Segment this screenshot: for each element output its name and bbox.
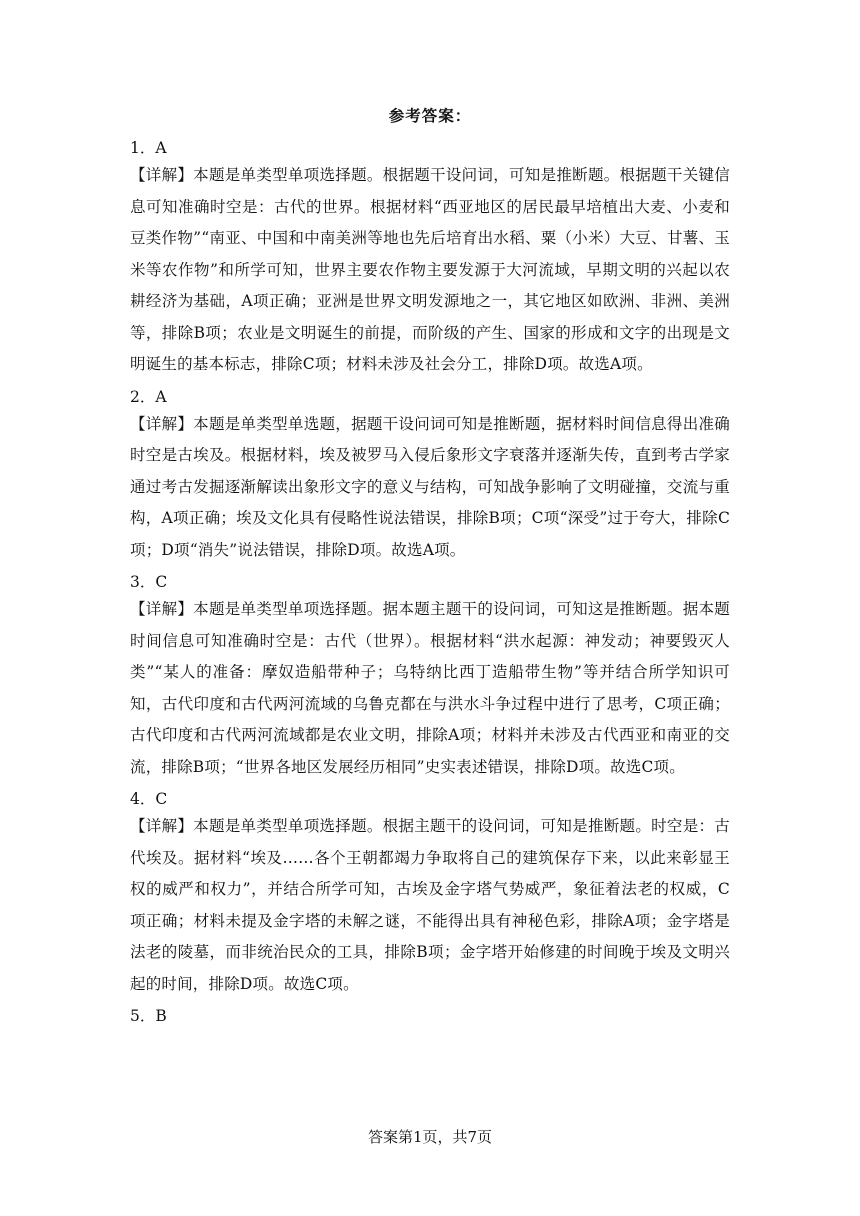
answer-explanation-3: 【详解】本题是单类型单项选择题。据本题主题干的设问词，可知这是推断题。据本题时间信息可知准确时空是：古代（世界）。根据材料“洪水起源：神发动；神要毁灭人类”“某人的准备：摩奴造船带种子；乌特纳比西丁造船带生物”等并结合所学知识可知，古代印度和古代两河流域的乌鲁克都在与洪水斗争过程中进行了思考，C项正确；古代印度和古代两河流域都是农业文明，排除A项；材料并未涉及古代西亚和南亚的交流，排除B项；“世界各地区发展经历相同”史实表述错误，排除D项。故选C项。: [130, 600, 730, 776]
answer-explanation-2: 【详解】本题是单类型单选题，据题干设问词可知是推断题，据材料时间信息得出准确时空是古埃及。根据材料，埃及被罗马入侵后象形文字衰落并逐渐失传，直到考古学家通过考古发掘逐渐解读出象形文字的意义与结构，可知战争影响了文明碰撞，交流与重构，A项正确；埃及文化具有侵略性说法错误，排除B项；C项“深受”过于夸大，排除C项；D项“消失”说法错误，排除D项。故选A项。: [130, 414, 730, 559]
answer-list: [130, 132, 730, 1028]
answer-explanation-1: 【详解】本题是单类型单项选择题。根据题干设问词，可知是推断题。根据题干关键信息可知准确时空是：古代的世界。根据材料“西亚地区的居民最早培植出大麦、小麦和豆类作物”“南亚、中国和中南美洲等地也先后培育出水稻、粟（小米）大豆、甘薯、玉米等农作物”和所学可知，世界主要农作物主要发源于大河流域，早期文明的兴起以农耕经济为基础，A项正确；亚洲是世界文明发源地之一，其它地区如欧洲、非洲、美洲等，排除B项；农业是文明诞生的前提，而阶级的产生、国家的形成和文字的出现是文明诞生的基本标志，排除C项；材料未涉及社会分工，排除D项。故选A项。: [130, 166, 730, 373]
answer-number-2: 2．A: [130, 387, 167, 406]
answer-number-5: 5．B: [130, 1007, 167, 1025]
answer-number-4: 4．C: [130, 790, 168, 808]
page-footer: 答案第1页，共7页: [367, 1128, 493, 1146]
answer-explanation-4: 【详解】本题是单类型单项选择题。根据主题干的设问词，可知是推断题。时空是：古代埃及。据材料“埃及……各个王朝都竭力争取将自己的建筑保存下来，以此来彰显王权的威严和权力”，并结合所学可知，古埃及金字塔气势威严，象征着法老的权威，C项正确；材料未提及金字塔的未解之谜，不能得出具有神秘色彩，排除A项；金字塔是法老的陵墓，而非统治民众的工具，排除B项；金字塔开始修建的时间晚于埃及文明兴起的时间，排除D项。故选C项。: [130, 817, 730, 993]
page-title: 参考答案：: [388, 106, 472, 125]
answer-number-3: 3．C: [130, 573, 168, 591]
answer-number-1: 1．A: [130, 139, 167, 157]
